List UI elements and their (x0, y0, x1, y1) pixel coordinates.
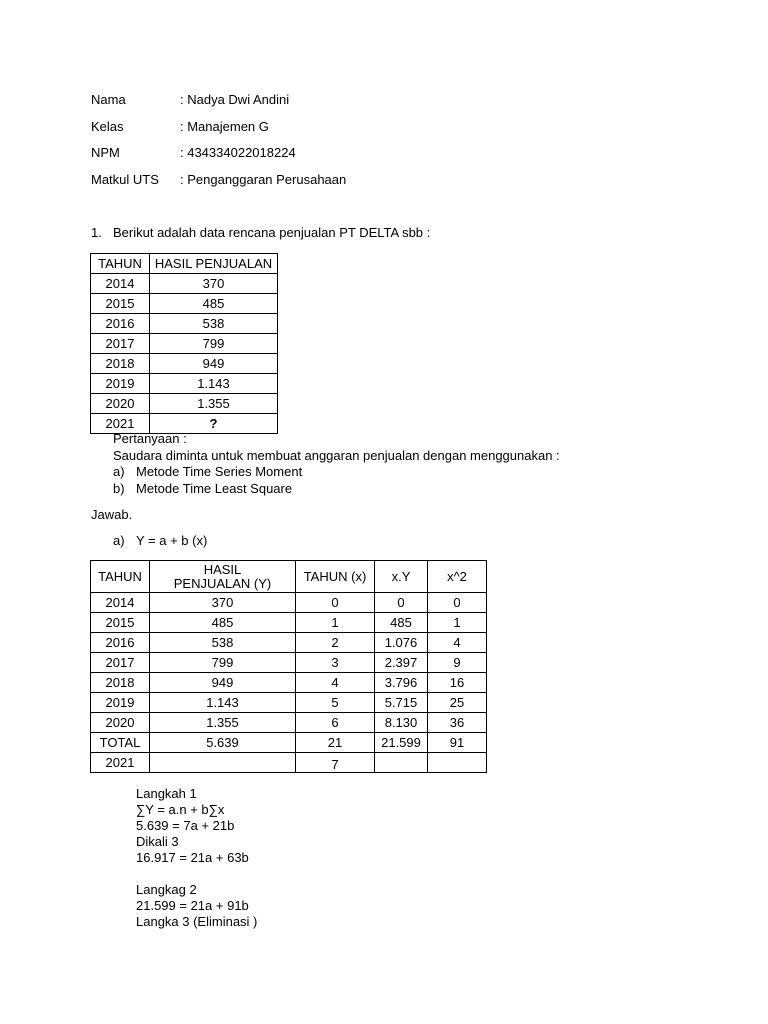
sales-plan-table (90, 253, 278, 434)
table-cell: 4 (428, 633, 487, 653)
table-cell: 1.355 (150, 713, 296, 733)
table-cell: 9 (428, 653, 487, 673)
option-b-text: Metode Time Least Square (136, 481, 293, 496)
column-header: TAHUN (x) (296, 561, 375, 593)
table-cell: 2015 (91, 613, 150, 633)
table-cell: 538 (150, 633, 296, 653)
table-cell: 0 (296, 593, 375, 613)
table-cell: 485 (375, 613, 428, 633)
table-cell-unknown: ? (150, 414, 278, 434)
table-cell: 1.355 (150, 394, 278, 414)
column-header: HASIL PENJUALAN (Y) (150, 561, 296, 593)
table-cell: 2020 (91, 713, 150, 733)
table-cell: 2.397 (375, 653, 428, 673)
table-cell: 5 (296, 693, 375, 713)
step-line: 16.917 = 21a + 63b (136, 850, 249, 865)
table-cell: 3 (296, 653, 375, 673)
table-cell: 3.796 (375, 673, 428, 693)
total-cell: 91 (428, 733, 487, 753)
table-cell: 485 (150, 613, 296, 633)
table-row (91, 334, 278, 354)
table-row (91, 314, 278, 334)
table-cell (428, 753, 487, 773)
table-row (91, 673, 487, 693)
table-cell: 2021 (91, 414, 150, 434)
table-cell: 2018 (91, 673, 150, 693)
column-header: HASIL PENJUALAN (150, 254, 278, 274)
info-value-npm: : 434334022018224 (180, 145, 296, 160)
table-cell: 1.076 (375, 633, 428, 653)
info-value-nama: : Nadya Dwi Andini (180, 92, 290, 107)
total-cell: 21.599 (375, 733, 428, 753)
table-cell: 1.143 (150, 374, 278, 394)
table-header-row (91, 254, 278, 274)
step-line: Langka 3 (Eliminasi ) (136, 914, 258, 929)
table-cell: 0 (428, 593, 487, 613)
table-cell: 485 (150, 294, 278, 314)
table-cell: 799 (150, 334, 278, 354)
step-line: ∑Y = a.n + b∑x (136, 802, 225, 817)
table-row (91, 693, 487, 713)
table-row (91, 653, 487, 673)
table-cell: 2 (296, 633, 375, 653)
option-b-marker: b) (113, 481, 125, 496)
column-header: TAHUN (91, 561, 150, 593)
info-label-kelas: Kelas (91, 119, 124, 134)
table-row (91, 294, 278, 314)
table-cell: 2018 (91, 354, 150, 374)
table-row (91, 274, 278, 294)
option-a-marker: a) (113, 464, 125, 479)
table-cell: 8.130 (375, 713, 428, 733)
total-cell: TOTAL (91, 733, 150, 753)
table-row (91, 374, 278, 394)
table-cell: 799 (150, 653, 296, 673)
table-cell: 2014 (91, 593, 150, 613)
table-cell: 2016 (91, 633, 150, 653)
option-a-text: Metode Time Series Moment (136, 464, 303, 479)
table-cell: 2016 (91, 314, 150, 334)
table-cell: 25 (428, 693, 487, 713)
total-cell: 5.639 (150, 733, 296, 753)
table-cell: 2014 (91, 274, 150, 294)
table-cell (375, 753, 428, 773)
formula-marker: a) (113, 533, 125, 548)
table-header-row (91, 561, 487, 593)
step-line: Langkah 1 (136, 786, 197, 801)
jawab-label: Jawab. (91, 507, 133, 522)
table-row (91, 633, 487, 653)
table-cell (150, 753, 296, 773)
table-cell: 36 (428, 713, 487, 733)
info-label-matkul: Matkul UTS (91, 172, 159, 187)
table-cell: 370 (150, 274, 278, 294)
total-cell: 21 (296, 733, 375, 753)
info-label-npm: NPM (91, 145, 120, 160)
step-line: Langkag 2 (136, 882, 197, 897)
info-label-nama: Nama (91, 92, 126, 107)
table-cell: 1.143 (150, 693, 296, 713)
forecast-row (91, 753, 487, 773)
table-row (91, 713, 487, 733)
table-cell: 7 (296, 753, 375, 773)
question-text: Berikut adalah data rencana penjualan PT DELTA sbb : (113, 225, 431, 240)
table-cell: 2019 (91, 374, 150, 394)
table-cell: 4 (296, 673, 375, 693)
total-row (91, 733, 487, 753)
table-cell: 2017 (91, 653, 150, 673)
table-cell: 949 (150, 354, 278, 374)
step-line: 5.639 = 7a + 21b (136, 818, 235, 833)
table-cell: 0 (375, 593, 428, 613)
step-line: 21.599 = 21a + 91b (136, 898, 249, 913)
table-cell: 1 (296, 613, 375, 633)
table-cell: 2021 (91, 753, 150, 773)
table-cell: 16 (428, 673, 487, 693)
table-cell: 538 (150, 314, 278, 334)
table-cell: 370 (150, 593, 296, 613)
pertanyaan-text: Saudara diminta untuk membuat anggaran penjualan dengan menggunakan : (113, 448, 560, 463)
table-row (91, 593, 487, 613)
table-cell: 2017 (91, 334, 150, 354)
table-row (91, 354, 278, 374)
column-header: x.Y (375, 561, 428, 593)
table-cell: 2019 (91, 693, 150, 713)
column-header: TAHUN (91, 254, 150, 274)
column-header: x^2 (428, 561, 487, 593)
table-row (91, 394, 278, 414)
table-cell: 1 (428, 613, 487, 633)
table-cell: 949 (150, 673, 296, 693)
table-row (91, 613, 487, 633)
step-line: Dikali 3 (136, 834, 179, 849)
formula-text: Y = a + b (x) (136, 533, 208, 548)
table-cell: 5.715 (375, 693, 428, 713)
info-value-matkul: : Penganggaran Perusahaan (180, 172, 347, 187)
pertanyaan-title: Pertanyaan : (113, 431, 187, 446)
table-cell: 2020 (91, 394, 150, 414)
table-cell: 6 (296, 713, 375, 733)
table-cell: 2015 (91, 294, 150, 314)
question-number: 1. (91, 225, 102, 240)
calculation-table (90, 560, 487, 773)
info-value-kelas: : Manajemen G (180, 119, 269, 134)
